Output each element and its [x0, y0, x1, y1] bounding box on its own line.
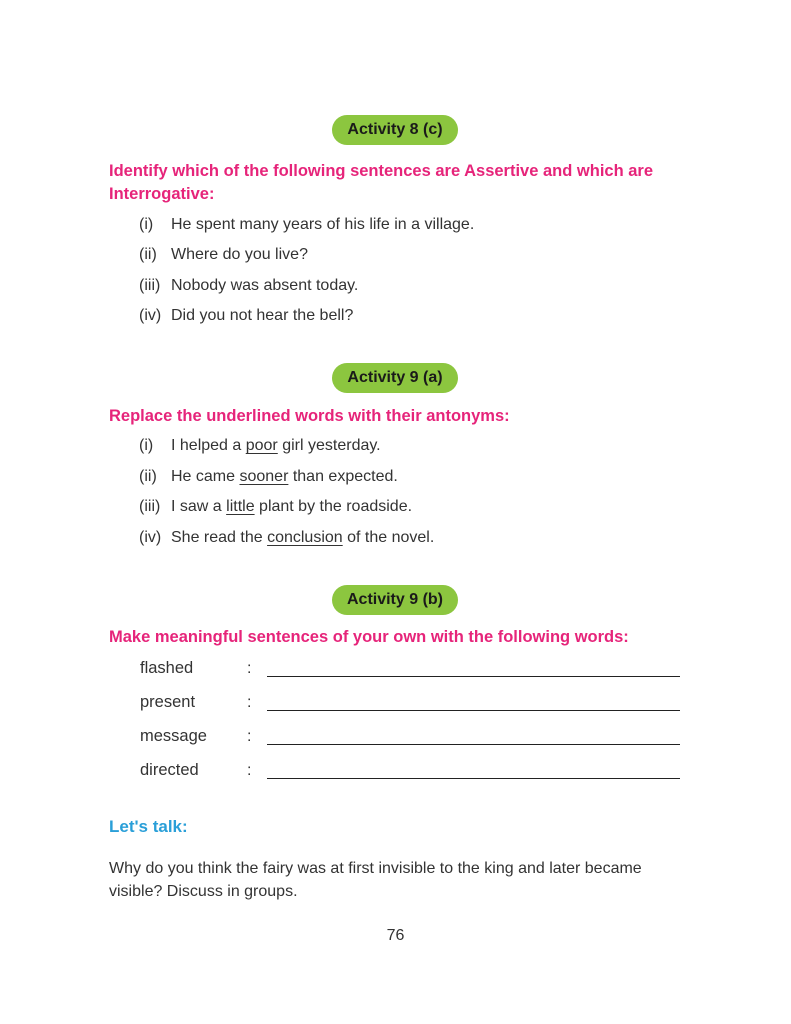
colon: :	[247, 762, 252, 779]
item-text: Did you not hear the bell?	[171, 307, 354, 324]
activity-9b-badge: Activity 9 (b)	[332, 585, 458, 615]
underlined-word: sooner	[239, 468, 289, 485]
item-number: (iii)	[139, 277, 161, 294]
item-text-after: than expected.	[288, 468, 398, 485]
list-item	[139, 305, 353, 327]
item-number: (ii)	[139, 468, 157, 485]
colon: :	[247, 728, 252, 745]
item-text-before: I helped a	[171, 437, 246, 454]
item-number: (i)	[139, 216, 154, 233]
vocab-word: directed	[140, 761, 199, 779]
activity-9b-instruction: Make meaningful sentences of your own with the following words:	[109, 628, 629, 646]
item-text: He spent many years of his life in a village.	[171, 216, 475, 233]
underlined-word: poor	[245, 437, 278, 454]
activity-9a-badge: Activity 9 (a)	[332, 363, 458, 393]
item-text-before: She read the	[171, 529, 268, 546]
page-number: 76	[386, 927, 405, 944]
vocab-word: flashed	[140, 659, 194, 677]
answer-blank-line[interactable]	[267, 744, 680, 745]
item-number: (ii)	[139, 246, 157, 263]
item-number: (iv)	[139, 529, 162, 546]
activity-8c-badge: Activity 8 (c)	[332, 115, 458, 145]
underlined-word: little	[226, 498, 255, 515]
activity-9a-instruction: Replace the underlined words with their antonyms:	[109, 407, 510, 425]
lets-talk-heading: Let's talk:	[109, 817, 188, 836]
answer-blank-line[interactable]	[267, 778, 680, 779]
answer-blank-line[interactable]	[267, 676, 680, 677]
item-text-before: He came	[171, 468, 240, 485]
item-text-before: I saw a	[171, 498, 227, 515]
list-item	[139, 466, 398, 488]
vocab-word: message	[140, 727, 207, 745]
answer-blank-line[interactable]	[267, 710, 680, 711]
list-item	[139, 275, 358, 297]
colon: :	[247, 660, 252, 677]
colon: :	[247, 694, 252, 711]
underlined-word: conclusion	[267, 529, 343, 546]
list-item	[139, 435, 381, 457]
list-item	[139, 527, 434, 549]
activity-8c-instruction: Identify which of the following sentences are Assertive and which are Interrogative:	[109, 162, 654, 203]
item-number: (iii)	[139, 498, 161, 515]
vocab-word: present	[140, 693, 196, 711]
list-item	[139, 244, 308, 266]
item-text-after: plant by the roadside.	[254, 498, 413, 515]
item-text: Where do you live?	[171, 246, 308, 263]
item-text-after: of the novel.	[342, 529, 435, 546]
list-item	[139, 496, 412, 518]
item-text: Nobody was absent today.	[171, 277, 359, 294]
lets-talk-question: Why do you think the fairy was at first invisible to the king and later became visible? Discuss in groups.	[109, 860, 642, 900]
item-number: (i)	[139, 437, 154, 454]
item-text-after: girl yesterday.	[277, 437, 381, 454]
item-number: (iv)	[139, 307, 162, 324]
list-item	[139, 214, 474, 236]
